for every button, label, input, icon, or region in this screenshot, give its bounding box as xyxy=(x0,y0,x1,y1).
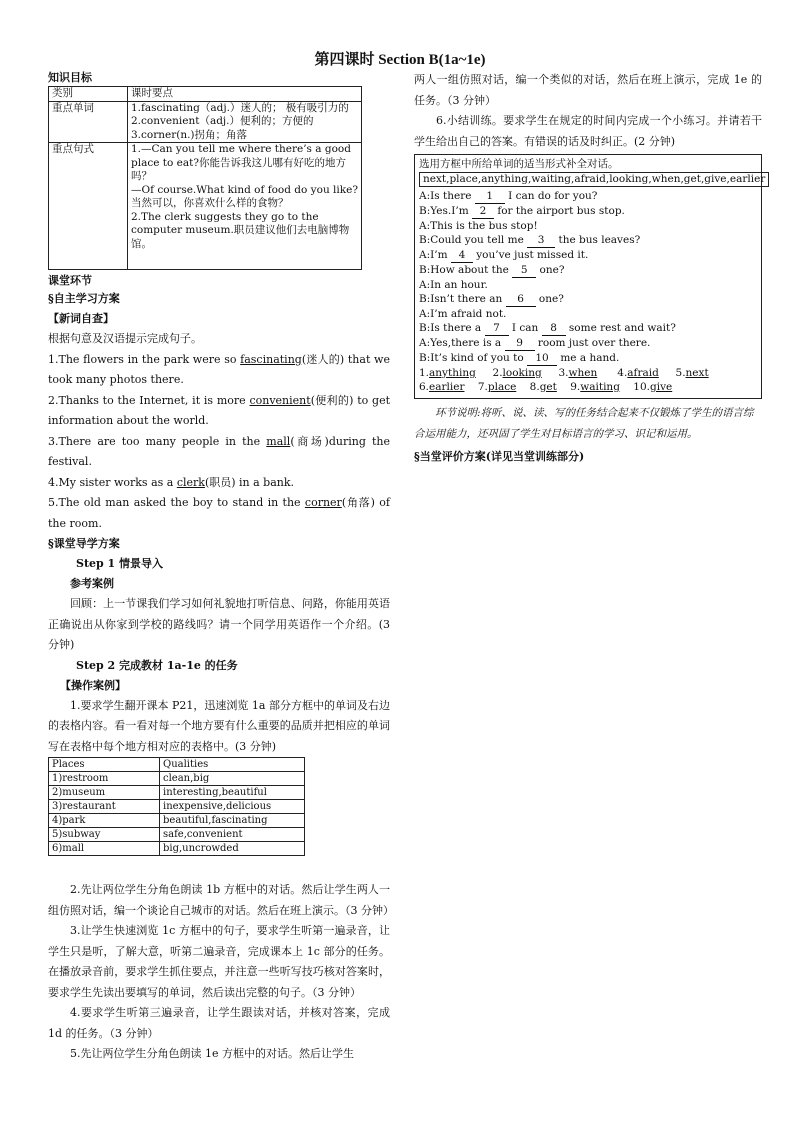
right-column xyxy=(414,70,766,467)
sentence-item: 2.Thanks to the Internet, it is more convenient(便利的) to get information about the world. xyxy=(48,393,390,427)
qualities-table xyxy=(48,757,305,856)
sentence-line: —Of course.What kind of food do you like?当然可以，你喜欢什么样的食物？ xyxy=(131,183,358,209)
answer-convenient: convenient xyxy=(249,393,311,407)
sentence-item: 3.There are too many people in the mall(商场)during the festival. xyxy=(48,434,391,468)
sentence-line: 1.—Can you tell me where there’s a good place to eat?你能告诉我这儿哪有好吃的地方吗？ xyxy=(131,143,351,182)
word-line: 2.convenient（adj.）便利的；方便的 xyxy=(131,115,314,127)
new-words-heading: 【新词自查】 xyxy=(48,312,114,325)
table-row: 2)museum interesting,beautiful xyxy=(49,786,305,800)
dialog-line: B:It’s kind of you to 10 me a hand. xyxy=(419,352,620,364)
section-note: 环节说明:将听、说、读、写的任务结合起来不仅锻炼了学生的语言综合运用能力，还巩固了学生对目标语言的学习、识记和运用。 xyxy=(414,407,754,440)
ref-case-heading: 参考案例 xyxy=(70,577,114,590)
table-header-points: 课时要点 xyxy=(128,87,362,102)
step2-heading: Step 2 完成教材 1a-1e 的任务 xyxy=(76,658,238,672)
step1-heading: Step 1 情景导入 xyxy=(76,557,164,570)
row-sentences-content xyxy=(128,143,362,270)
task6-paragraph: 6.小结训练。要求学生在规定的时间内完成一个小练习。并请若干学生给出自己的答案。有错误的话及时纠正。(2 分钟) xyxy=(414,114,762,148)
dialog-line: B:How about the 5 one? xyxy=(419,264,565,276)
class-steps-heading: 课堂环节 xyxy=(48,274,92,287)
dialog-line: A:I’m 4 you’ve just missed it. xyxy=(419,249,589,261)
dialog-line: B:Could you tell me 3 the bus leaves? xyxy=(419,234,641,246)
table-row: 3)restaurant inexpensive,delicious xyxy=(49,800,305,814)
answer-fascinating: fascinating xyxy=(240,352,302,366)
task4-paragraph: 4.要求学生听第三遍录音，让学生跟读对话，并核对答案，完成 1d 的任务。（3 分钟） xyxy=(48,1006,390,1040)
table-row: 1)restroom clean,big xyxy=(49,772,305,786)
table-row: 6)mall big,uncrowded xyxy=(49,842,305,856)
table-row: 4)park beautiful,fascinating xyxy=(49,814,305,828)
review-paragraph: 回顾：上一节课我们学习如何礼貌地打听信息、问路，你能用英语正确说出从你家到学校的路线吗？请一个同学用英语作一个介绍。(3 分钟) xyxy=(48,597,390,651)
answer-corner: corner xyxy=(304,496,342,509)
sentence-item: 4.My sister works as a clerk(职员) in a bank. xyxy=(48,475,295,489)
row-label-sentences: 重点句式 xyxy=(49,143,128,270)
new-words-intro: 根据句意及汉语提示完成句子。 xyxy=(48,332,202,345)
task5-continued: 两人一组仿照对话，编一个类似的对话，然后在班上演示，完成 1e 的任务。（3 分钟） xyxy=(414,73,762,107)
dialog-line: B:Yes.I’m 2 for the airport bus stop. xyxy=(419,205,625,217)
word-line: 3.corner(n.)拐角；角落 xyxy=(131,128,248,141)
exercise-box xyxy=(414,154,766,399)
row-label-words: 重点单词 xyxy=(49,101,128,143)
guided-heading: §课堂导学方案 xyxy=(48,537,120,550)
qualities-header-places: Places xyxy=(49,758,160,772)
evaluation-heading: §当堂评价方案(详见当堂训练部分) xyxy=(414,450,585,463)
op-case-heading: 【操作案例】 xyxy=(60,678,126,692)
dialog-line: A:Is there 1 I can do for you? xyxy=(419,190,598,202)
word-line: 1.fascinating（adj.）迷人的； 极有吸引力的 xyxy=(131,101,349,114)
dialog-line: A:Yes,there is a 9 room just over there. xyxy=(419,337,651,349)
sentence-item: 1.The flowers in the park were so fascinating(迷人的) that we took many photos there. xyxy=(48,352,390,386)
knowledge-goals-heading: 知识目标 xyxy=(48,71,92,84)
page-title: 第四课时 Section B(1a~1e) xyxy=(314,52,486,68)
exercise-instruction: 选用方框中所给单词的适当形式补全对话。 xyxy=(419,158,619,170)
sentence-item: 5.The old man asked the boy to stand in the corner(角落) of the room. xyxy=(48,496,390,530)
dialog-line: A:In an hour. xyxy=(419,279,488,291)
dialog-line: A:I’m afraid not. xyxy=(419,308,507,320)
answer-mall: mall xyxy=(266,434,291,448)
answer-row: 1.anything 2.looking 3.when 4.afraid 5.next xyxy=(419,367,709,379)
dialog-line: B:Is there a 7 I can 8 some rest and wait? xyxy=(419,322,676,334)
row-words-content xyxy=(128,101,362,143)
sentence-line: 2.The clerk suggests they go to the computer museum.职员建议他们去电脑博物馆。 xyxy=(131,210,350,250)
answer-row: 6.earlier 7.place 8.get 9.waiting 10.give xyxy=(419,381,673,393)
table-header-category: 类别 xyxy=(49,87,128,102)
word-bank: next,place,anything,waiting,afraid,looking,when,get,give,earlier xyxy=(419,172,769,187)
qualities-header-qualities: Qualities xyxy=(160,758,305,772)
task3-paragraph: 3.让学生快速浏览 1c 方框中的句子，要求学生听第一遍录音，让学生只是听，了解大意，听第二遍录音，完成课本上 1c 部分的任务。在播放录音前，要求学生抓住要点，并注意一些听写技巧核对答案时，要求学生先读出要填写的单词，然后读出完整的句子。（3 分钟） xyxy=(48,924,390,999)
knowledge-goals-table xyxy=(48,86,362,270)
self-study-heading: §自主学习方案 xyxy=(48,292,120,305)
task2-paragraph: 2.先让两位学生分角色朗读 1b 方框中的对话。然后让学生两人一组仿照对话，编一个谈论自己城市的对话。然后在班上演示。（3 分钟） xyxy=(48,883,394,917)
dialog-line: A:This is the bus stop! xyxy=(419,220,538,232)
task5-paragraph: 5.先让两位学生分角色朗读 1e 方框中的对话。然后让学生 xyxy=(70,1047,354,1060)
dialog-line: B:Isn’t there an 6 one? xyxy=(419,293,564,305)
task1-paragraph: 1.要求学生翻开课本 P21，迅速浏览 1a 部分方框中的单词及右边的表格内容。看一看对每一个地方要有什么重要的品质并把相应的单词写在表格中每个地方相对应的表格中。(3 分钟) xyxy=(48,698,390,753)
left-column xyxy=(48,70,394,1065)
table-row: 5)subway safe,convenient xyxy=(49,828,305,842)
answer-clerk: clerk xyxy=(176,475,205,489)
